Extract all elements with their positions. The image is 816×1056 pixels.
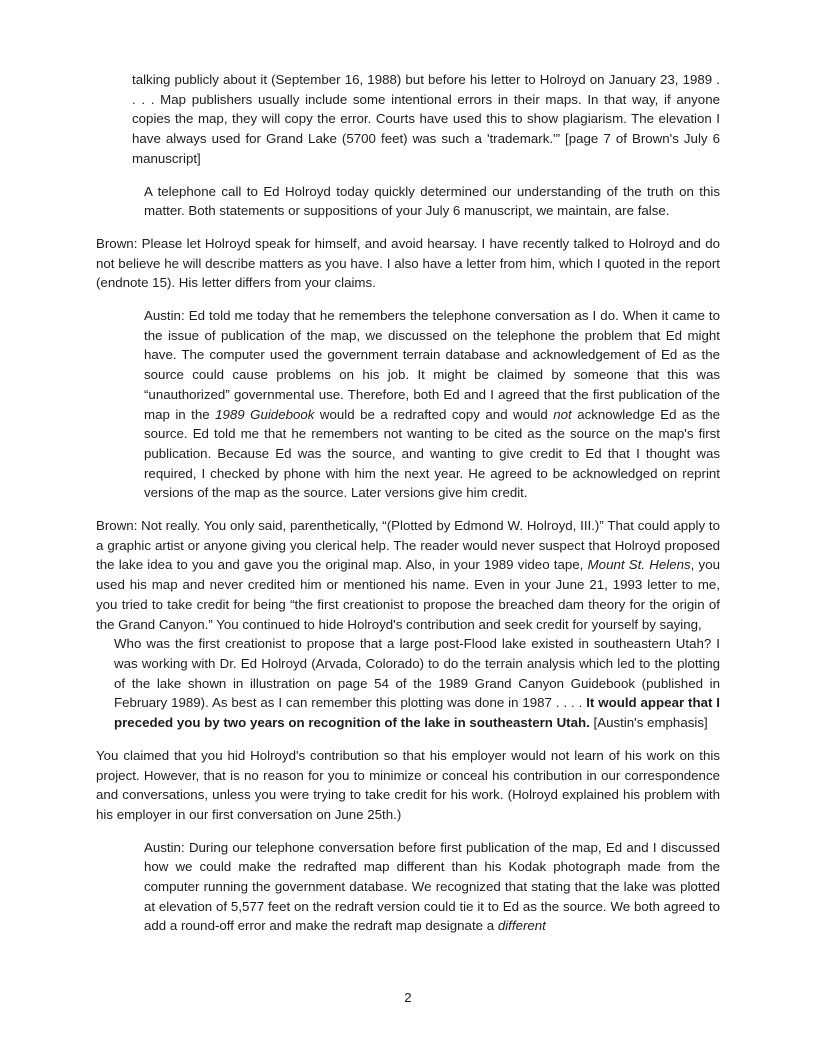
text-run: acknowledge Ed as the source. Ed told me that he remembers not wanting to be cited as the source on the map's first publication. Because Ed was the source, and wanting to give credit to Ed that I thought was required, I checked by phone with him the next year. He agreed to be acknowledged on reprint versions of the map as the source. Later versions give him credit. — [144, 406, 720, 501]
austin-telephone-call-note — [144, 182, 720, 221]
text-run: [Austin's emphasis] — [589, 715, 708, 731]
text-run: You claimed that you hid Holroyd's contribution so that his employer would not learn of his work on this project. However, that is no reason for you to minimize or conceal his contribution in our correspondence and conversations, unless you were trying to take credit for his work. (Holroyd explained his problem with his employer in our first conversation on June 25th.) — [96, 747, 720, 822]
document-body — [96, 70, 720, 936]
text-run: It would appear that I preceded you by two years on recognition of the lake in southeastern Utah. — [114, 695, 720, 731]
text-run: Brown: Please let Holroyd speak for himself, and avoid hearsay. I have recently talked to Holroyd and do not believe he will describe matters as you have. I also have a letter from him, which I quoted in the report (endnote 15). His letter differs from your claims. — [96, 235, 720, 291]
text-run: not — [553, 406, 572, 422]
text-run: Brown: Not really. You only said, parenthetically, “(Plotted by Edmond W. Holroyd, III.)” That could apply to a graphic artist or anyone giving you clerical help. The reader would never suspect that Holroyd proposed the lake idea to you and gave you the original map. Also, in your 1989 video tape, — [96, 518, 720, 573]
text-run: 1989 Guidebook — [215, 406, 315, 422]
text-run: different — [497, 918, 546, 934]
brown-reply-not-really — [96, 516, 720, 634]
austin-reply-telephone-conversation — [144, 838, 720, 937]
page-number: 2 — [404, 990, 412, 1005]
text-run: Austin: Ed told me today that he remembers the telephone conversation as I do. When it came to the issue of publication of the map, we discussed on the telephone the problem that Ed might have. The computer used the government terrain database and acknowledgement of Ed as the source could cause problems on his job. It might be claimed by someone that this was “unauthorized” governmental use. Therefore, both Ed and I agreed that the first publication of the map in the — [144, 308, 720, 422]
text-run: would be a redrafted copy and would — [314, 406, 554, 422]
austin-reply-ed-told-me — [144, 306, 720, 503]
brown-you-claimed — [96, 746, 720, 825]
text-run: Austin: During our telephone conversation before first publication of the map, Ed and I discussed how we could make the redrafted map different than his Kodak photograph made from the computer running the government database. We recognized that stating that the lake was plotted at elevation of 5,577 feet on the redraft version could tie it to Ed as the source. We both agreed to add a round-off error and make the redraft map designate a — [144, 839, 720, 934]
brown-reply-hearsay — [96, 234, 720, 293]
text-run: , you used his map and never credited him or mentioned his name. Even in your June 21, 1993 letter to me, you tried to take credit for being “the first creationist to propose the breached dam theory for the origin of the Grand Canyon.” You continued to hide Holroyd's contribution and seek credit for yourself by saying, — [96, 557, 720, 632]
austin-quotation-first-creationist — [114, 634, 720, 733]
text-run: Mount St. Helens — [587, 557, 691, 573]
text-run: A telephone call to Ed Holroyd today quickly determined our understanding of the truth on this matter. Both statements or suppositions of your July 6 manuscript, we maintain, are false. — [144, 183, 720, 219]
text-run: talking publicly about it (September 16, 1988) but before his letter to Holroyd on January 23, 1989 . . . . Map publishers usually include some intentional errors in their maps. In that way, if anyone copies the map, they will copy the error. Courts have used this to show plagiarism. The elevation I have always used for Grand Lake (5700 feet) was such a 'trademark.'” [page 7 of Brown's July 6 manuscript] — [132, 72, 720, 166]
quote-brown-manuscript-continuation — [132, 70, 720, 169]
text-run: Who was the first creationist to propose that a large post-Flood lake existed in southeastern Utah? I was working with Dr. Ed Holroyd (Arvada, Colorado) to do the terrain analysis which led to the plotting of the lake shown in illustration on page 54 of the 1989 Grand Canyon Guidebook (published in February 1989). As best as I can remember this plotting was done in 1987 . . . . — [114, 636, 720, 711]
